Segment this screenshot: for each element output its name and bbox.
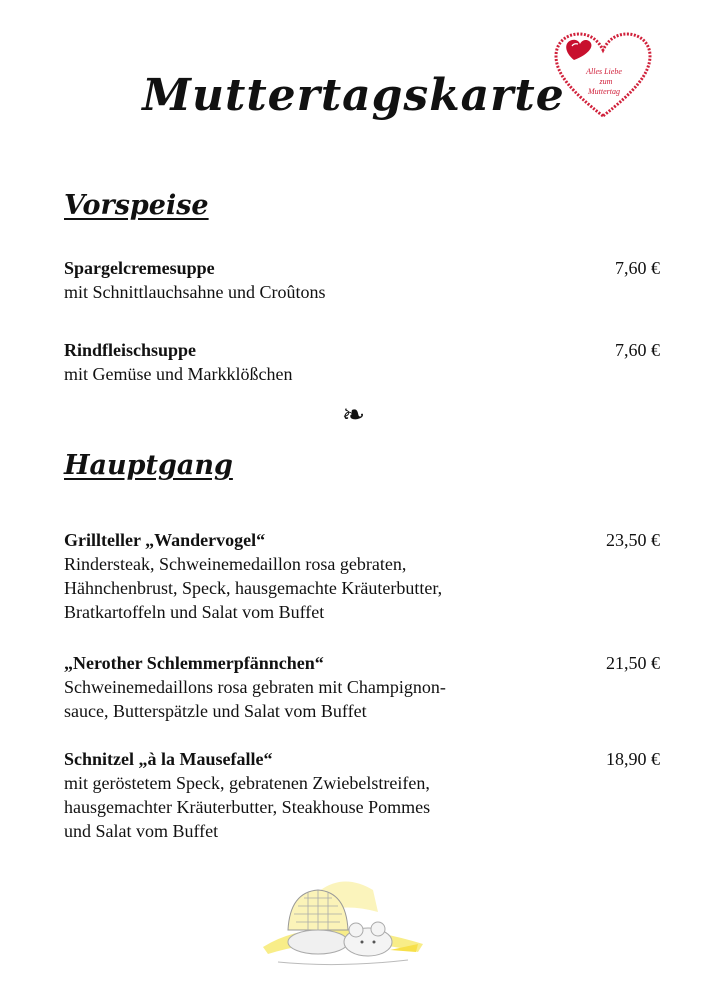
- section-heading-vorspeise: Vorspeise: [64, 190, 209, 221]
- dish-name: Spargelcremesuppe: [64, 258, 215, 278]
- menu-item: [64, 256, 660, 304]
- dish-description: mit geröstetem Speck, gebratenen Zwiebelstreifen, hausgemachter Kräuterbutter, Steakhouse Pommes und Salat vom Buffet: [64, 773, 431, 841]
- dish-price: 7,60 €: [615, 340, 660, 360]
- menu-title: Muttertagskarte: [142, 70, 565, 121]
- dish-price: 7,60 €: [615, 258, 660, 278]
- menu-item: [64, 338, 660, 386]
- dish-price: 18,90 €: [606, 749, 660, 769]
- menu-item: [64, 528, 660, 624]
- badge-line3: Muttertag: [588, 87, 620, 96]
- section-heading-hauptgang: Hauptgang: [64, 450, 233, 481]
- dish-price: 23,50 €: [606, 530, 660, 550]
- dish-description: Schweinemedaillons rosa gebraten mit Champignon- sauce, Butterspätzle und Salat vom Buffet: [64, 677, 446, 721]
- dish-name: „Nerother Schlemmerpfännchen“: [64, 653, 324, 673]
- menu-item: [64, 651, 660, 723]
- menu-item: [64, 747, 660, 843]
- dish-name: Grillteller „Wandervogel“: [64, 530, 266, 550]
- mouse-logo-icon: [258, 872, 428, 972]
- badge-line2: zum: [599, 77, 613, 86]
- ornament-icon: ❧: [341, 398, 366, 431]
- dish-name: Schnitzel „à la Mausefalle“: [64, 749, 273, 769]
- dish-price: 21,50 €: [606, 653, 660, 673]
- dish-description: mit Schnittlauchsahne und Croûtons: [64, 282, 326, 302]
- heart-badge-icon: [552, 30, 654, 122]
- dish-description: mit Gemüse und Markklößchen: [64, 364, 293, 384]
- dish-description: Rindersteak, Schweinemedaillon rosa gebraten, Hähnchenbrust, Speck, hausgemachte Kräuterbutter, Bratkartoffeln und Salat vom Buffet: [64, 554, 443, 622]
- badge-line1: Alles Liebe: [586, 67, 622, 76]
- dish-name: Rindfleischsuppe: [64, 340, 197, 360]
